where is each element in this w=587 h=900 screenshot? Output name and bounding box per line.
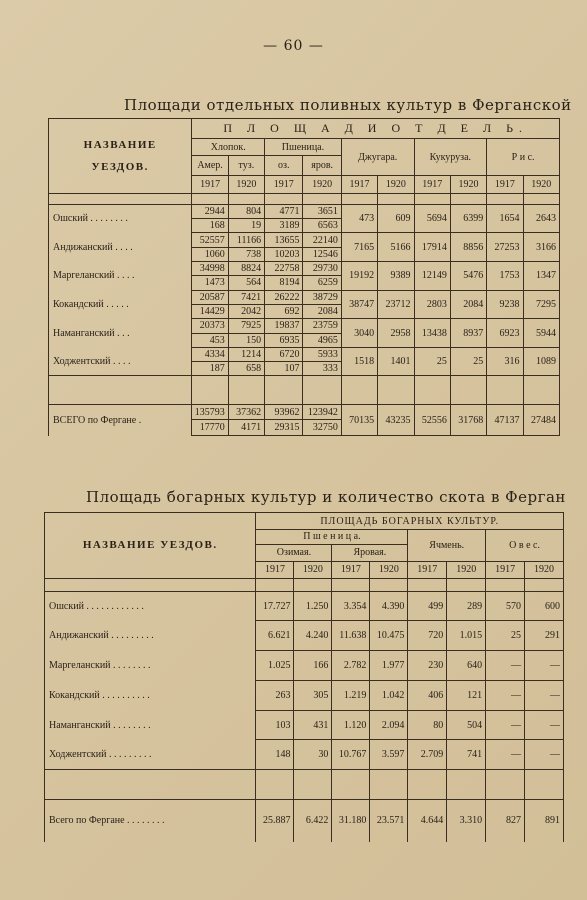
value-cell: 658 <box>228 362 264 376</box>
spacer-cell <box>45 578 256 591</box>
spacer-cell <box>192 376 228 405</box>
spacer-cell <box>265 376 303 405</box>
value-cell: 11.638 <box>332 621 370 651</box>
value-cell: 3.597 <box>370 740 408 770</box>
value-cell: 8824 <box>228 262 264 276</box>
value-cell: 20587 <box>192 290 228 304</box>
value-cell: 6.422 <box>294 799 332 842</box>
spacer-cell <box>370 770 408 800</box>
value-cell: 13438 <box>414 319 450 348</box>
value-cell: 4171 <box>228 420 264 436</box>
value-cell: 4334 <box>192 347 228 361</box>
value-cell: — <box>486 651 525 681</box>
total-row <box>49 405 560 420</box>
district-name: Наманганский . . . . . . . . <box>45 710 256 740</box>
year-cell: 1920 <box>523 176 559 194</box>
value-cell: 70135 <box>341 405 377 436</box>
value-cell: 20373 <box>192 319 228 333</box>
wheat-header: Пшеница. <box>265 138 342 156</box>
name-header-line-1: НАЗВАНИЕ <box>83 138 157 151</box>
value-cell: 6399 <box>450 204 486 233</box>
year-cell: 1920 <box>228 176 264 194</box>
corn-header: Кукуруза. <box>414 138 487 175</box>
value-cell: 47137 <box>487 405 523 436</box>
year-cell: 1917 <box>487 176 523 194</box>
year-cell: 1917 <box>414 176 450 194</box>
value-cell: 6.621 <box>256 621 294 651</box>
spacer-cell <box>408 578 447 591</box>
value-cell: 741 <box>447 740 486 770</box>
value-cell: — <box>486 740 525 770</box>
table-row <box>49 262 560 276</box>
dry-area-span-header: ПЛОЩАДЬ БОГАРНЫХ КУЛЬТУР. <box>256 513 564 530</box>
value-cell: 1.025 <box>256 651 294 681</box>
value-cell: 1.219 <box>332 680 370 710</box>
spacer-cell <box>294 770 332 800</box>
value-cell: 804 <box>228 204 264 218</box>
value-cell: 26222 <box>265 290 303 304</box>
district-name-header-2: НАЗВАНИЕ УЕЗДОВ. <box>45 513 256 579</box>
value-cell: 2.709 <box>408 740 447 770</box>
value-cell: 121 <box>447 680 486 710</box>
value-cell: 499 <box>408 591 447 621</box>
value-cell: 6259 <box>303 276 341 290</box>
value-cell: 5694 <box>414 204 450 233</box>
area-span-header: П Л О Щ А Д И О Т Д Е Л Ь. <box>192 119 560 139</box>
table1-title: Площади отдельных поливных культур в Ферганской <box>124 96 572 114</box>
value-cell: 504 <box>447 710 486 740</box>
value-cell: 600 <box>525 591 564 621</box>
value-cell: 2.782 <box>332 651 370 681</box>
value-cell: 1214 <box>228 347 264 361</box>
value-cell: 3.354 <box>332 591 370 621</box>
year-cell: 1917 <box>332 561 370 578</box>
value-cell: 23759 <box>303 319 341 333</box>
spacer-cell <box>265 193 303 204</box>
year-cell: 1917 <box>486 561 525 578</box>
table-row <box>45 621 564 651</box>
spacer-cell <box>228 376 264 405</box>
value-cell: 1401 <box>378 347 414 376</box>
total-row <box>45 799 564 842</box>
year-cell: 1917 <box>192 176 228 194</box>
value-cell: 5944 <box>523 319 559 348</box>
value-cell: 4.644 <box>408 799 447 842</box>
table1-body <box>49 193 560 435</box>
district-name: Ходжентский . . . . <box>49 347 192 376</box>
value-cell: — <box>486 710 525 740</box>
table-row <box>49 290 560 304</box>
sub-native: туз. <box>228 156 264 176</box>
value-cell: 2042 <box>228 304 264 318</box>
year-cell: 1917 <box>265 176 303 194</box>
spacer-cell <box>414 376 450 405</box>
value-cell: 289 <box>447 591 486 621</box>
value-cell: 5476 <box>450 262 486 291</box>
value-cell: 1.042 <box>370 680 408 710</box>
value-cell: 1060 <box>192 247 228 261</box>
value-cell: 1.120 <box>332 710 370 740</box>
value-cell: 10.475 <box>370 621 408 651</box>
district-name: ВСЕГО по Фергане . <box>49 405 192 436</box>
barley-header: Ячмень. <box>408 530 486 562</box>
value-cell: 609 <box>378 204 414 233</box>
value-cell: 9238 <box>487 290 523 319</box>
spacer-cell <box>414 193 450 204</box>
value-cell: 8194 <box>265 276 303 290</box>
value-cell: 1753 <box>487 262 523 291</box>
table-row <box>45 710 564 740</box>
value-cell: 19192 <box>341 262 377 291</box>
value-cell: 7295 <box>523 290 559 319</box>
district-name: Кокандский . . . . . . . . . . <box>45 680 256 710</box>
name-header-line-2: УЕЗДОВ. <box>91 160 149 173</box>
value-cell: 32750 <box>303 420 341 436</box>
spacer-cell <box>228 193 264 204</box>
district-name: Андижанский . . . . . . . . . <box>45 621 256 651</box>
value-cell: 52557 <box>192 233 228 247</box>
value-cell: 3189 <box>265 219 303 233</box>
table-row <box>49 233 560 247</box>
value-cell: 3166 <box>523 233 559 262</box>
district-name: Маргеланский . . . . . . . . <box>45 651 256 681</box>
value-cell: 150 <box>228 333 264 347</box>
spacer-cell <box>378 193 414 204</box>
value-cell: 10.767 <box>332 740 370 770</box>
value-cell: 148 <box>256 740 294 770</box>
value-cell: 827 <box>486 799 525 842</box>
value-cell: 25.887 <box>256 799 294 842</box>
table-row <box>45 651 564 681</box>
value-cell: 22140 <box>303 233 341 247</box>
value-cell: 23.571 <box>370 799 408 842</box>
value-cell: 17914 <box>414 233 450 262</box>
value-cell: 738 <box>228 247 264 261</box>
value-cell: 14429 <box>192 304 228 318</box>
value-cell: 107 <box>265 362 303 376</box>
value-cell: 6923 <box>487 319 523 348</box>
value-cell: 34998 <box>192 262 228 276</box>
spacer-cell <box>294 578 332 591</box>
value-cell: 2084 <box>303 304 341 318</box>
value-cell: 7925 <box>228 319 264 333</box>
value-cell: 7165 <box>341 233 377 262</box>
value-cell: 3.310 <box>447 799 486 842</box>
value-cell: 2084 <box>450 290 486 319</box>
sub-winter: оз. <box>265 156 303 176</box>
value-cell: 4965 <box>303 333 341 347</box>
spacer-cell <box>45 770 256 800</box>
value-cell: 3651 <box>303 204 341 218</box>
value-cell: 305 <box>294 680 332 710</box>
value-cell: 38729 <box>303 290 341 304</box>
value-cell: 135793 <box>192 405 228 420</box>
value-cell: 27253 <box>487 233 523 262</box>
jugara-header: Джугара. <box>341 138 414 175</box>
value-cell: 80 <box>408 710 447 740</box>
value-cell: — <box>525 710 564 740</box>
spacer-row <box>49 193 560 204</box>
value-cell: 103 <box>256 710 294 740</box>
value-cell: 11166 <box>228 233 264 247</box>
value-cell: 1.977 <box>370 651 408 681</box>
district-name: Маргеланский . . . . <box>49 262 192 291</box>
page-number: — 60 — <box>263 38 324 54</box>
oats-header: О в е с. <box>486 530 564 562</box>
spacer-cell <box>303 193 341 204</box>
year-cell: 1920 <box>525 561 564 578</box>
value-cell: 17.727 <box>256 591 294 621</box>
value-cell: 1518 <box>341 347 377 376</box>
table-row <box>49 319 560 333</box>
value-cell: 5166 <box>378 233 414 262</box>
spacer-cell <box>49 376 192 405</box>
sub-spring: яров. <box>303 156 341 176</box>
spacer-cell <box>523 193 559 204</box>
value-cell: 6935 <box>265 333 303 347</box>
value-cell: 2958 <box>378 319 414 348</box>
year-cell: 1917 <box>408 561 447 578</box>
table-row <box>45 740 564 770</box>
value-cell: 1347 <box>523 262 559 291</box>
district-name: Кокандский . . . . . <box>49 290 192 319</box>
rice-header: Р и с. <box>487 138 560 175</box>
value-cell: 37362 <box>228 405 264 420</box>
spacer-cell <box>447 578 486 591</box>
value-cell: 4.390 <box>370 591 408 621</box>
value-cell: 1089 <box>523 347 559 376</box>
value-cell: — <box>525 740 564 770</box>
value-cell: 166 <box>294 651 332 681</box>
district-name: Ошский . . . . . . . . . . . . <box>45 591 256 621</box>
value-cell: 891 <box>525 799 564 842</box>
spacer-cell <box>450 193 486 204</box>
value-cell: 43235 <box>378 405 414 436</box>
value-cell: 4771 <box>265 204 303 218</box>
spacer-row <box>49 376 560 405</box>
value-cell: 431 <box>294 710 332 740</box>
value-cell: 316 <box>487 347 523 376</box>
value-cell: 333 <box>303 362 341 376</box>
year-cell: 1920 <box>294 561 332 578</box>
year-cell: 1917 <box>256 561 294 578</box>
district-name: Ошский . . . . . . . . <box>49 204 192 233</box>
value-cell: 29730 <box>303 262 341 276</box>
irrigated-crops-table <box>48 118 560 436</box>
year-cell: 1917 <box>341 176 377 194</box>
value-cell: 8856 <box>450 233 486 262</box>
value-cell: 640 <box>447 651 486 681</box>
table-row <box>45 680 564 710</box>
spacer-cell <box>256 578 294 591</box>
spacer-cell <box>341 376 377 405</box>
value-cell: 31.180 <box>332 799 370 842</box>
spacer-cell <box>450 376 486 405</box>
spacer-cell <box>525 578 564 591</box>
value-cell: 291 <box>525 621 564 651</box>
sub-winter-2: Озимая. <box>256 544 332 561</box>
value-cell: 17770 <box>192 420 228 436</box>
value-cell: 2.094 <box>370 710 408 740</box>
value-cell: 6720 <box>265 347 303 361</box>
sub-spring-2: Яровая. <box>332 544 408 561</box>
value-cell: 2803 <box>414 290 450 319</box>
value-cell: 2643 <box>523 204 559 233</box>
value-cell: 570 <box>486 591 525 621</box>
spacer-cell <box>378 376 414 405</box>
spacer-row <box>45 578 564 591</box>
value-cell: 25 <box>486 621 525 651</box>
spacer-cell <box>370 578 408 591</box>
value-cell: 2944 <box>192 204 228 218</box>
year-cell: 1920 <box>447 561 486 578</box>
value-cell: 1.015 <box>447 621 486 651</box>
value-cell: 25 <box>414 347 450 376</box>
value-cell: 720 <box>408 621 447 651</box>
value-cell: 473 <box>341 204 377 233</box>
value-cell: 168 <box>192 219 228 233</box>
value-cell: 29315 <box>265 420 303 436</box>
value-cell: 12546 <box>303 247 341 261</box>
spacer-cell <box>447 770 486 800</box>
value-cell: 6563 <box>303 219 341 233</box>
value-cell: 564 <box>228 276 264 290</box>
value-cell: 187 <box>192 362 228 376</box>
value-cell: 692 <box>265 304 303 318</box>
year-cell: 1920 <box>378 176 414 194</box>
spacer-cell <box>523 376 559 405</box>
spacer-cell <box>486 770 525 800</box>
spacer-cell <box>332 770 370 800</box>
table-row <box>45 591 564 621</box>
value-cell: 93962 <box>265 405 303 420</box>
year-cell: 1920 <box>370 561 408 578</box>
spacer-row <box>45 770 564 800</box>
value-cell: 22758 <box>265 262 303 276</box>
district-name: Наманганский . . . <box>49 319 192 348</box>
value-cell: — <box>486 680 525 710</box>
value-cell: 30 <box>294 740 332 770</box>
value-cell: 10203 <box>265 247 303 261</box>
wheat-header-2: П ш е н и ц а. <box>256 530 408 545</box>
value-cell: 7421 <box>228 290 264 304</box>
value-cell: 12149 <box>414 262 450 291</box>
sub-american: Амер. <box>192 156 228 176</box>
value-cell: 38747 <box>341 290 377 319</box>
value-cell: 1654 <box>487 204 523 233</box>
spacer-cell <box>408 770 447 800</box>
table2-body <box>45 578 564 842</box>
year-cell: 1920 <box>303 176 341 194</box>
spacer-cell <box>303 376 341 405</box>
value-cell: 123942 <box>303 405 341 420</box>
value-cell: 31768 <box>450 405 486 436</box>
spacer-cell <box>486 578 525 591</box>
value-cell: 406 <box>408 680 447 710</box>
value-cell: 23712 <box>378 290 414 319</box>
district-name: Андижанский . . . . <box>49 233 192 262</box>
value-cell: 5933 <box>303 347 341 361</box>
table2-title: Площадь богарных культур и количество скота в Ферган <box>86 488 566 506</box>
spacer-cell <box>49 193 192 204</box>
value-cell: 1.250 <box>294 591 332 621</box>
value-cell: — <box>525 680 564 710</box>
spacer-cell <box>525 770 564 800</box>
value-cell: 25 <box>450 347 486 376</box>
value-cell: — <box>525 651 564 681</box>
year-cell: 1920 <box>450 176 486 194</box>
value-cell: 27484 <box>523 405 559 436</box>
value-cell: 19 <box>228 219 264 233</box>
value-cell: 4.240 <box>294 621 332 651</box>
value-cell: 19837 <box>265 319 303 333</box>
district-name-header <box>49 119 192 194</box>
table-row <box>49 347 560 361</box>
spacer-cell <box>487 376 523 405</box>
spacer-cell <box>256 770 294 800</box>
value-cell: 9389 <box>378 262 414 291</box>
value-cell: 1473 <box>192 276 228 290</box>
dry-crops-table <box>44 512 564 842</box>
spacer-cell <box>332 578 370 591</box>
spacer-cell <box>341 193 377 204</box>
value-cell: 13655 <box>265 233 303 247</box>
value-cell: 263 <box>256 680 294 710</box>
district-name: Всего по Фергане . . . . . . . . <box>45 799 256 842</box>
cotton-header: Хлопок. <box>192 138 265 156</box>
spacer-cell <box>487 193 523 204</box>
value-cell: 453 <box>192 333 228 347</box>
value-cell: 8937 <box>450 319 486 348</box>
spacer-cell <box>192 193 228 204</box>
value-cell: 52556 <box>414 405 450 436</box>
table-row <box>49 204 560 218</box>
value-cell: 230 <box>408 651 447 681</box>
value-cell: 3040 <box>341 319 377 348</box>
district-name: Ходжентский . . . . . . . . . <box>45 740 256 770</box>
